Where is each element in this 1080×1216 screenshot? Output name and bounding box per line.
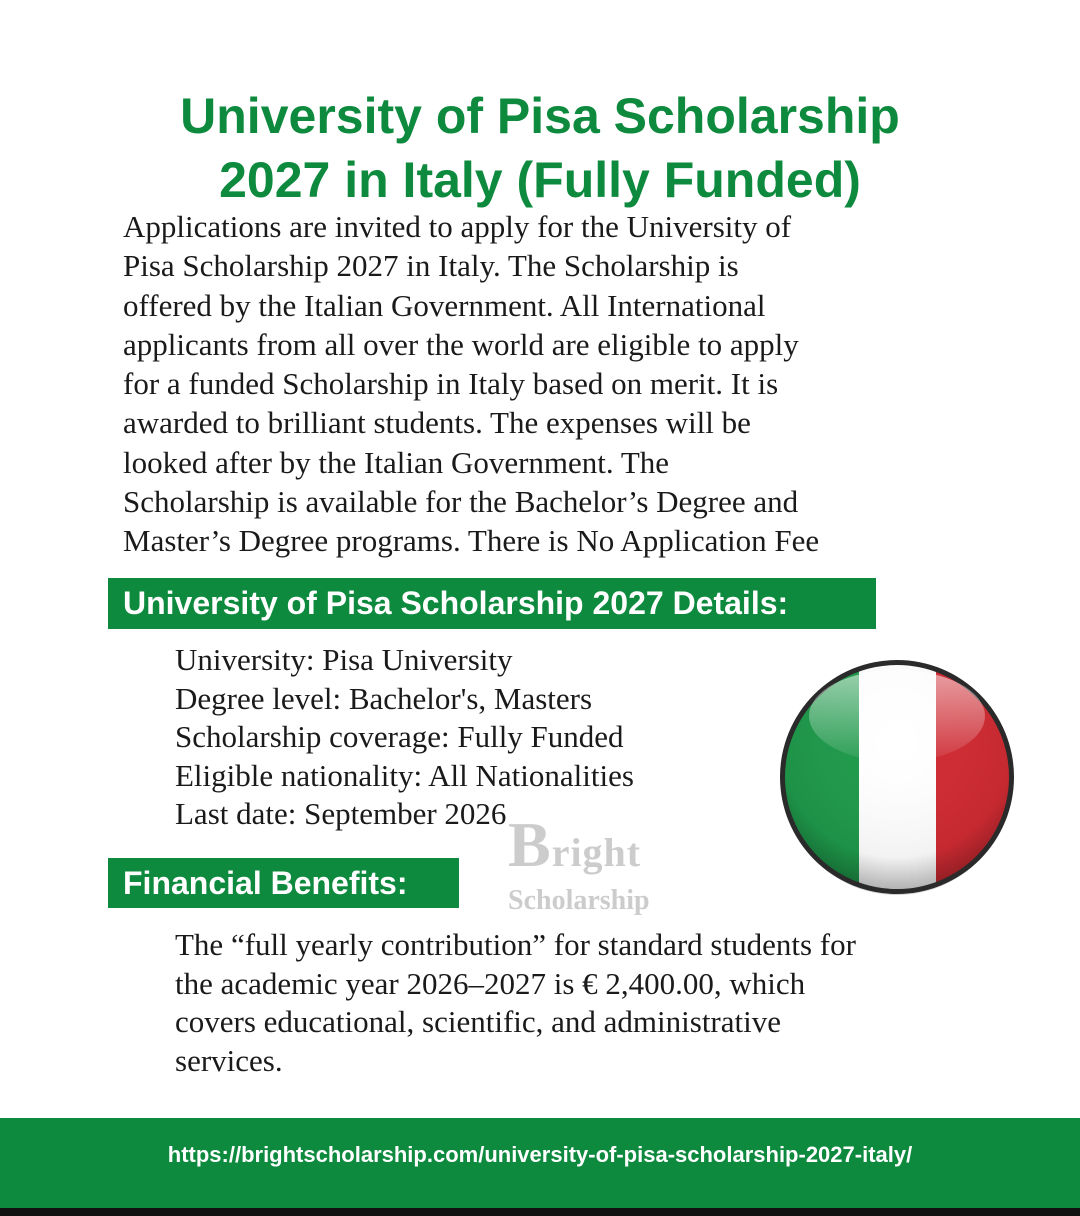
intro-line: applicants from all over the world are eligible to apply (123, 326, 799, 362)
detail-university: University: Pisa University (175, 642, 513, 677)
detail-coverage: Scholarship coverage: Fully Funded (175, 719, 624, 754)
intro-paragraph (123, 207, 943, 561)
intro-line: for a funded Scholarship in Italy based on merit. It is (123, 366, 779, 402)
detail-last-date: Last date: September 2026 (175, 796, 507, 831)
intro-line: offered by the Italian Government. All International (123, 287, 766, 323)
detail-nationality: Eligible nationality: All Nationalities (175, 757, 634, 793)
intro-line: Applications are invited to apply for the University of (123, 209, 792, 244)
detail-degree-level: Degree level: Bachelor's, Masters (175, 680, 593, 716)
flag-gloss (809, 670, 985, 762)
financial-line: covers educational, scientific, and administrative (175, 1004, 781, 1039)
title-line: 2027 in Italy (Fully Funded) (219, 151, 861, 208)
watermark-brand: Bright (508, 809, 642, 880)
watermark-sub: Scholarship (508, 885, 650, 916)
italy-flag-icon (778, 658, 1016, 896)
financial-line: the academic year 2026–2027 is € 2,400.00, which (175, 965, 806, 1001)
watermark-logo (508, 809, 698, 916)
financial-paragraph (175, 926, 856, 1080)
title-line: University of Pisa Scholarship (180, 87, 900, 144)
intro-line: looked after by the Italian Government. The (123, 444, 670, 480)
page-title (0, 84, 1080, 212)
bottom-edge (0, 1208, 1080, 1216)
financial-heading: Financial Benefits: (108, 858, 459, 908)
intro-line: Master’s Degree programs. There is No Application Fee (123, 523, 820, 559)
financial-line: The “full yearly contribution” for standard students for (175, 927, 856, 962)
financial-line: services. (175, 1042, 283, 1078)
details-list (175, 641, 634, 834)
intro-line: awarded to brilliant students. The expenses will be (123, 405, 751, 441)
footer-url-link[interactable]: https://brightscholarship.com/university-of-pisa-scholarship-2027-italy/ (167, 1142, 913, 1167)
intro-line: Scholarship is available for the Bachelor’s Degree and (123, 484, 799, 520)
intro-line: Pisa Scholarship 2027 in Italy. The Scholarship is (123, 248, 739, 284)
details-heading: University of Pisa Scholarship 2027 Details: (108, 578, 876, 629)
footer-bar (0, 1118, 1080, 1208)
